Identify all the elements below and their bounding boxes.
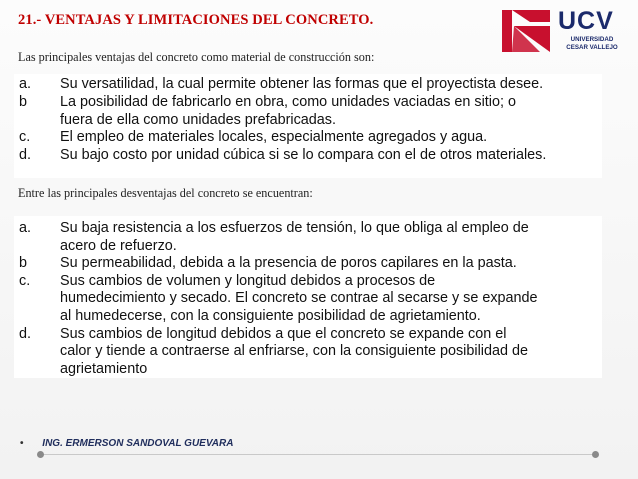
list-item xyxy=(14,273,602,291)
item-text: calor y tiende a contraerse al enfriarse, con la consiguiente posibilidad de agrietamiento xyxy=(60,343,528,377)
item-text: Sus cambios de volumen y longitud debidos a procesos de xyxy=(60,272,436,289)
item-text: Su permeabilidad, debida a la presencia de poros capilares en la pasta. xyxy=(60,255,517,272)
item-letter: b xyxy=(19,255,28,272)
item-text: Su bajo costo por unidad cúbica si se lo compara con el de otros materiales. xyxy=(60,147,547,164)
author-footer xyxy=(20,438,233,449)
item-text: humedecimiento y secado. El concreto se contrae al secarse y se expande al humedecerse, con la consiguiente posibilidad de agrietamiento. xyxy=(60,290,538,324)
item-text: El empleo de materiales locales, especialmente agregados y agua. xyxy=(60,129,488,146)
item-letter: a. xyxy=(19,76,32,92)
list-item xyxy=(14,94,602,112)
list-item xyxy=(14,76,602,94)
item-text: fuera de ella como unidades prefabricadas. xyxy=(60,111,336,128)
list-item xyxy=(14,147,602,165)
list-item xyxy=(14,220,602,255)
disadvantages-list xyxy=(14,216,602,378)
item-text: La posibilidad de fabricarlo en obra, como unidades vaciadas en sitio; o xyxy=(60,93,516,110)
university-logo xyxy=(500,6,626,56)
logo-subtitle: UNIVERSIDAD CESAR VALLEJO xyxy=(566,36,618,51)
item-letter: d. xyxy=(19,325,32,342)
item-letter: a. xyxy=(19,220,32,236)
disadvantages-intro: Entre las principales desventajas del concreto se encuentran: xyxy=(18,186,313,200)
list-item xyxy=(14,326,602,344)
list-item-continuation xyxy=(14,290,602,325)
divider-dot-right-icon xyxy=(592,451,599,458)
list-item xyxy=(14,255,602,273)
author-name: ING. ERMERSON SANDOVAL GUEVARA xyxy=(42,438,234,449)
list-item xyxy=(14,129,602,147)
item-text: Sus cambios de longitud debidos a que el concreto se expande con el xyxy=(60,325,507,342)
advantages-list xyxy=(14,74,602,178)
item-text: Su versatilidad, la cual permite obtener las formas que el proyectista desee. xyxy=(60,76,544,92)
divider-dot-left-icon xyxy=(37,451,44,458)
item-letter: b xyxy=(19,93,28,110)
item-letter: c. xyxy=(19,272,31,289)
bullet-icon: • xyxy=(20,438,24,449)
advantages-intro: Las principales ventajas del concreto como material de construcción son: xyxy=(18,50,375,64)
item-letter: d. xyxy=(19,147,32,164)
ucv-emblem-icon xyxy=(500,6,552,56)
slide-title: 21.- VENTAJAS Y LIMITACIONES DEL CONCRETO. xyxy=(18,12,374,28)
list-item-continuation xyxy=(14,112,602,130)
footer-divider xyxy=(43,454,593,455)
item-letter: c. xyxy=(19,129,31,146)
list-item-continuation xyxy=(14,343,602,378)
item-text: Su baja resistencia a los esfuerzos de tensión, lo que obliga al empleo de acero de refuerzo. xyxy=(60,220,529,254)
logo-text: UCV xyxy=(558,7,614,35)
